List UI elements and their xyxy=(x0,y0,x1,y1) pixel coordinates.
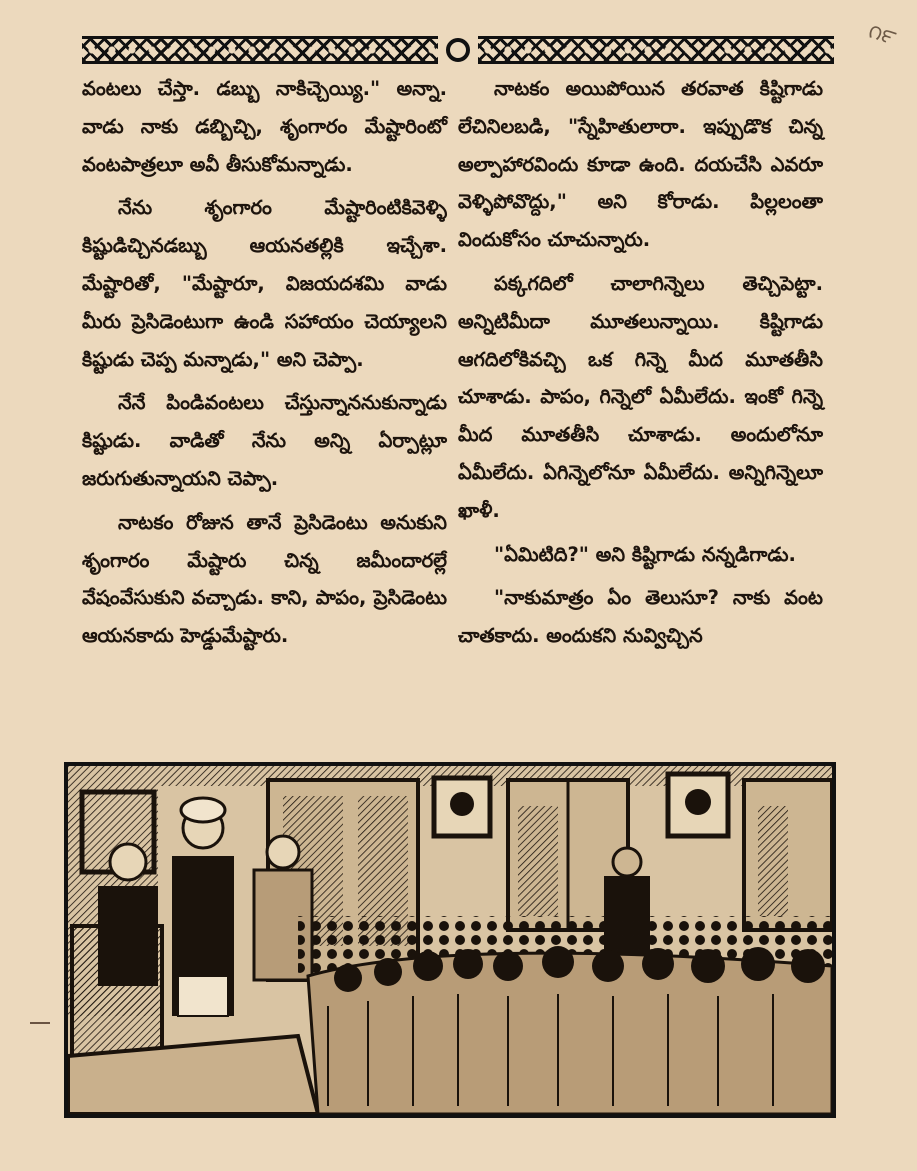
right-paragraph-1: నాటకం అయిపోయిన తరవాత కిష్టిగాడు లేచినిలబడి, "స్నేహితులారా. ఇప్పుడొక చిన్న అల్పాహారవిందు కూడా ఉంది. దయచేసి ఎవరూ వెళ్ళిపోవొద్దు," అని కోరాడు. పిల్లలంతా విందుకోసం చూచున్నారు. xyxy=(458,77,823,252)
right-paragraph-3: "ఏమిటిది?" అని కిష్టిగాడు నన్నడిగాడు. xyxy=(494,542,796,566)
left-paragraph-3: నేనే పిండివంటలు చేస్తున్నాననుకున్నాడు కిష్టుడు. వాడితో నేను అన్ని ఏర్పాట్లూ జరుగుతున్నాయని చెప్పా. xyxy=(82,391,447,490)
ornament-strip-right xyxy=(478,36,834,64)
page-number: ౧౯ xyxy=(865,18,900,50)
left-text-column xyxy=(82,70,447,655)
illustration-svg xyxy=(68,766,832,1114)
ornament-ring-icon xyxy=(446,38,470,62)
right-text-column xyxy=(458,70,823,655)
left-paragraph-1: వంటలు చేస్తా. డబ్బు నాకిచ్చెయ్యి." అన్నా. వాడు నాకు డబ్బిచ్చి, శృంగారం మేష్టారింటో వంటపాత్రలూ అవీ తీసుకోమన్నాడు. xyxy=(82,77,447,176)
decorative-border-ornament xyxy=(78,36,838,64)
ornament-strip-left xyxy=(82,36,438,64)
left-paragraph-4: నాటకం రోజున తానే ప్రెసిడెంటు అనుకుని శృంగారం మేష్టారు చిన్న జమీందారల్లే వేషంవేసుకుని వచ్చాడు. కాని, పాపం, ప్రెసిడెంటు ఆయనకాదు హెడ్డుమేష్టారు. xyxy=(82,510,447,648)
right-paragraph-4: "నాకుమాత్రం ఏం తెలుసూ? నాకు వంట చాతకాదు. అందుకని నువ్విచ్చిన xyxy=(458,586,823,648)
classroom-illustration xyxy=(64,762,836,1118)
margin-mark xyxy=(30,1022,50,1024)
left-paragraph-2: నేను శృంగారం మేష్టారింటికివెళ్ళి కిష్టుడిచ్చినడబ్బు ఆయనతల్లికి ఇచ్చేశా. మేష్టారితో, "మేష్టారూ, విజయదశమి వాడు మీరు ప్రెసిడెంటుగా ఉండి సహాయం చెయ్యాలని కిష్టుడు చెప్ప మన్నాడు," అని చెప్పా. xyxy=(82,196,447,371)
right-paragraph-2: పక్కగదిలో చాలాగిన్నెలు తెచ్చిపెట్టా. అన్నిటిమీదా మూతలున్నాయి. కిష్టిగాడు ఆగదిలోకివచ్చి ఒక గిన్నె మీద మూతతీసి చూశాడు. పాపం, గిన్నెలో ఏమీలేదు. ఇంకో గిన్నె మీద మూతతీసి చూశాడు. అందులోనూ ఏమీలేదు. ఏగిన్నెలోనూ ఏమీలేదు. అన్నిగిన్నెలూ ఖాళీ. xyxy=(458,271,823,522)
podium xyxy=(72,926,162,1056)
